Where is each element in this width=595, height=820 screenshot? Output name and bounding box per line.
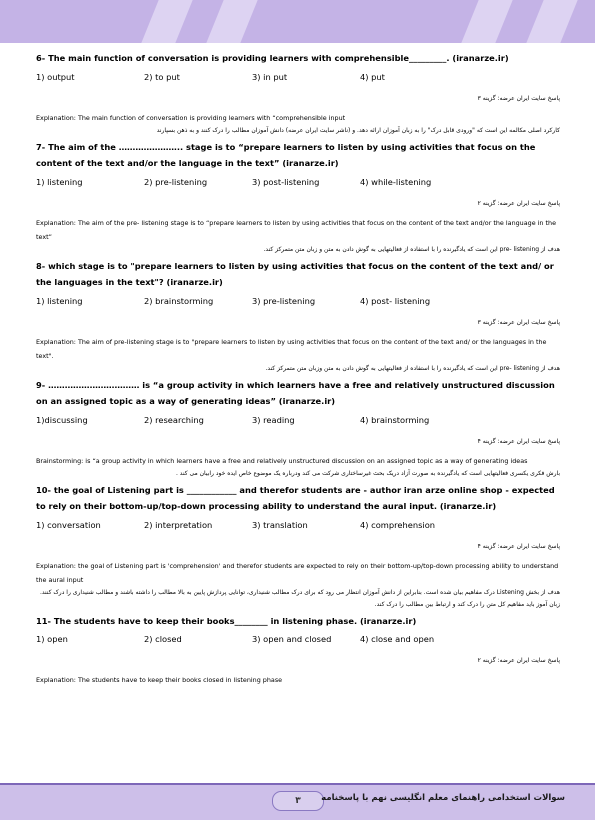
persian-explanation: هدف از pre- listening این است که یادگیرنده را با استفاده از فعالیتهایی به گوش دادن به متن و زبان متن متمرکز کند. bbox=[263, 245, 560, 253]
header-stripe bbox=[206, 0, 257, 43]
persian-explanation: کارکرد اصلی مکالمه این است که "ورودی قابل درک" را به زبان آموزان ارائه دهد. و (ناشر سایت ایران عرضه) دانش آموزان مطالب را درک کنند و به ذهن بسپارند bbox=[156, 126, 560, 134]
option: 4) brainstorming bbox=[360, 414, 430, 425]
question-block bbox=[36, 139, 560, 256]
option: 1) output bbox=[36, 71, 75, 82]
answer-key: پاسخ سایت ایران عرضه: گزینه ۳ bbox=[477, 318, 560, 326]
answer-key: پاسخ سایت ایران عرضه: گزینه ۴ bbox=[477, 542, 560, 550]
options-row bbox=[36, 67, 560, 87]
option: 3) post-listening bbox=[252, 176, 320, 187]
option: 3) reading bbox=[252, 414, 295, 425]
explanation: Explanation: The aim of the pre- listening stage is to “prepare learners to listen by using activities that focus on the content of the text and/or the language in the text” bbox=[36, 218, 557, 241]
question-list bbox=[36, 50, 560, 687]
question-block bbox=[36, 50, 560, 137]
option: 4) put bbox=[360, 71, 385, 82]
question-text: 6- The main function of conversation is providing learners with comprehensible_________. (iranarze.ir) bbox=[36, 53, 509, 63]
answer-key: پاسخ سایت ایران عرضه: گزینه ۲ bbox=[477, 199, 560, 207]
header-stripe bbox=[141, 0, 192, 43]
option: 2) closed bbox=[144, 634, 182, 644]
question-text: 8- which stage is to "prepare learners to listen by using activities that focus on the content of the text and/ or the languages in the text"? (iranarze.ir) bbox=[36, 260, 554, 287]
option: 4) while-listening bbox=[360, 176, 432, 187]
header-band bbox=[0, 0, 595, 43]
footer-title: سوالات استخدامی راهنمای معلم انگلیسی نهم با پاسخنامه bbox=[321, 793, 565, 803]
options-row bbox=[36, 172, 560, 192]
persian-explanation: بارش فکری یکسری فعالیتهایی است که یادگیرنده به صورت آزاد دریک بحث غیرساختاری شرکت می کند ودرباره یک موضوع خاص ایده خود رابیان می کند . bbox=[175, 469, 560, 477]
question-block bbox=[36, 258, 560, 375]
header-stripe bbox=[461, 0, 512, 43]
answer-key: پاسخ سایت ایران عرضه: گزینه ۳ bbox=[477, 94, 560, 102]
explanation: Explanation: The main function of conversation is providing learners with “comprehensible input bbox=[36, 113, 346, 122]
option: 2) researching bbox=[144, 414, 204, 425]
explanation: Brainstorming: is “a group activity in which learners have a free and relatively unstructured discussion on an assigned topic as a way of generating ideas bbox=[36, 456, 528, 465]
footer-divider bbox=[0, 783, 595, 785]
question-text: 10- the goal of Listening part is ____________ and therefor students are - author iran arze online shop - expected to rely on their bottom-up/top-down processing ability to understand the aural input. (iranarze.ir) bbox=[36, 484, 555, 511]
option: 2) brainstorming bbox=[144, 295, 214, 306]
option: 4) post- listening bbox=[360, 295, 431, 306]
option: 2) to put bbox=[144, 71, 180, 82]
option: 3) in put bbox=[252, 71, 288, 82]
option: 1) conversation bbox=[36, 519, 101, 530]
question-text: 7- The aim of the ………………….. stage is to “prepare learners to listen by using activities that focus on the content of the text and/or the language in the text” (iranarze.ir) bbox=[36, 141, 536, 168]
persian-explanation: هدف از بخش Listening درک مفاهیم بیان شده است. بنابراین از دانش آموزان انتظار می رود که برای درک مطالب شنیداری، توانایی پردازش پایین به بالا مطالب را داشته باشند و مطالب شنیداری را درک کنند. زبان آموز باید مفاهیم کل متن را درک کند و ارتباط بین مطالب را درک کند. bbox=[39, 588, 560, 608]
explanation: Explanation: The aim of pre-listening stage is to "prepare learners to listen by using activities that focus on the content of the text and/ or the languages in the text". bbox=[36, 337, 547, 360]
options-row bbox=[36, 629, 560, 649]
option: 1)discussing bbox=[36, 414, 88, 425]
option: 3) translation bbox=[252, 519, 308, 530]
option: 1) listening bbox=[36, 295, 83, 306]
option: 2) interpretation bbox=[144, 519, 213, 530]
persian-explanation: هدف از pre- listening این است که یادگیرنده را با استفاده از فعالیتهایی به گوش دادن به متن وزبان متن متمرکز کند. bbox=[265, 364, 560, 372]
page-number: ۳ bbox=[272, 791, 324, 811]
option: 3) pre-listening bbox=[252, 295, 316, 306]
answer-key: پاسخ سایت ایران عرضه: گزینه ۴ bbox=[477, 437, 560, 445]
options-row bbox=[36, 515, 560, 535]
question-block bbox=[36, 613, 560, 688]
option: 1) open bbox=[36, 634, 68, 644]
option: 2) pre-listening bbox=[144, 176, 208, 187]
question-block bbox=[36, 482, 560, 611]
option: 4) close and open bbox=[360, 634, 435, 644]
explanation: Explanation: The students have to keep their books closed in listening phase bbox=[36, 676, 283, 684]
option: 4) comprehension bbox=[360, 519, 436, 530]
options-row bbox=[36, 291, 560, 311]
question-text: 11- The students have to keep their books________ in listening phase. (iranarze.ir) bbox=[36, 615, 417, 626]
option: 1) listening bbox=[36, 176, 83, 187]
options-row bbox=[36, 410, 560, 430]
header-stripe bbox=[526, 0, 577, 43]
question-text: 9- …………………………… is “a group activity in which learners have a free and relatively unstructured discussion on an assigned topic as a way of generating ideas” (iranarze.ir) bbox=[36, 379, 555, 406]
question-block bbox=[36, 377, 560, 480]
option: 3) open and closed bbox=[252, 634, 332, 644]
answer-key: پاسخ سایت ایران عرضه: گزینه ۲ bbox=[477, 657, 560, 664]
explanation: Explanation: the goal of Listening part is 'comprehension' and therefor students are expected to rely on their bottom-up/top-down processing ability to understand the aural input bbox=[36, 561, 559, 584]
